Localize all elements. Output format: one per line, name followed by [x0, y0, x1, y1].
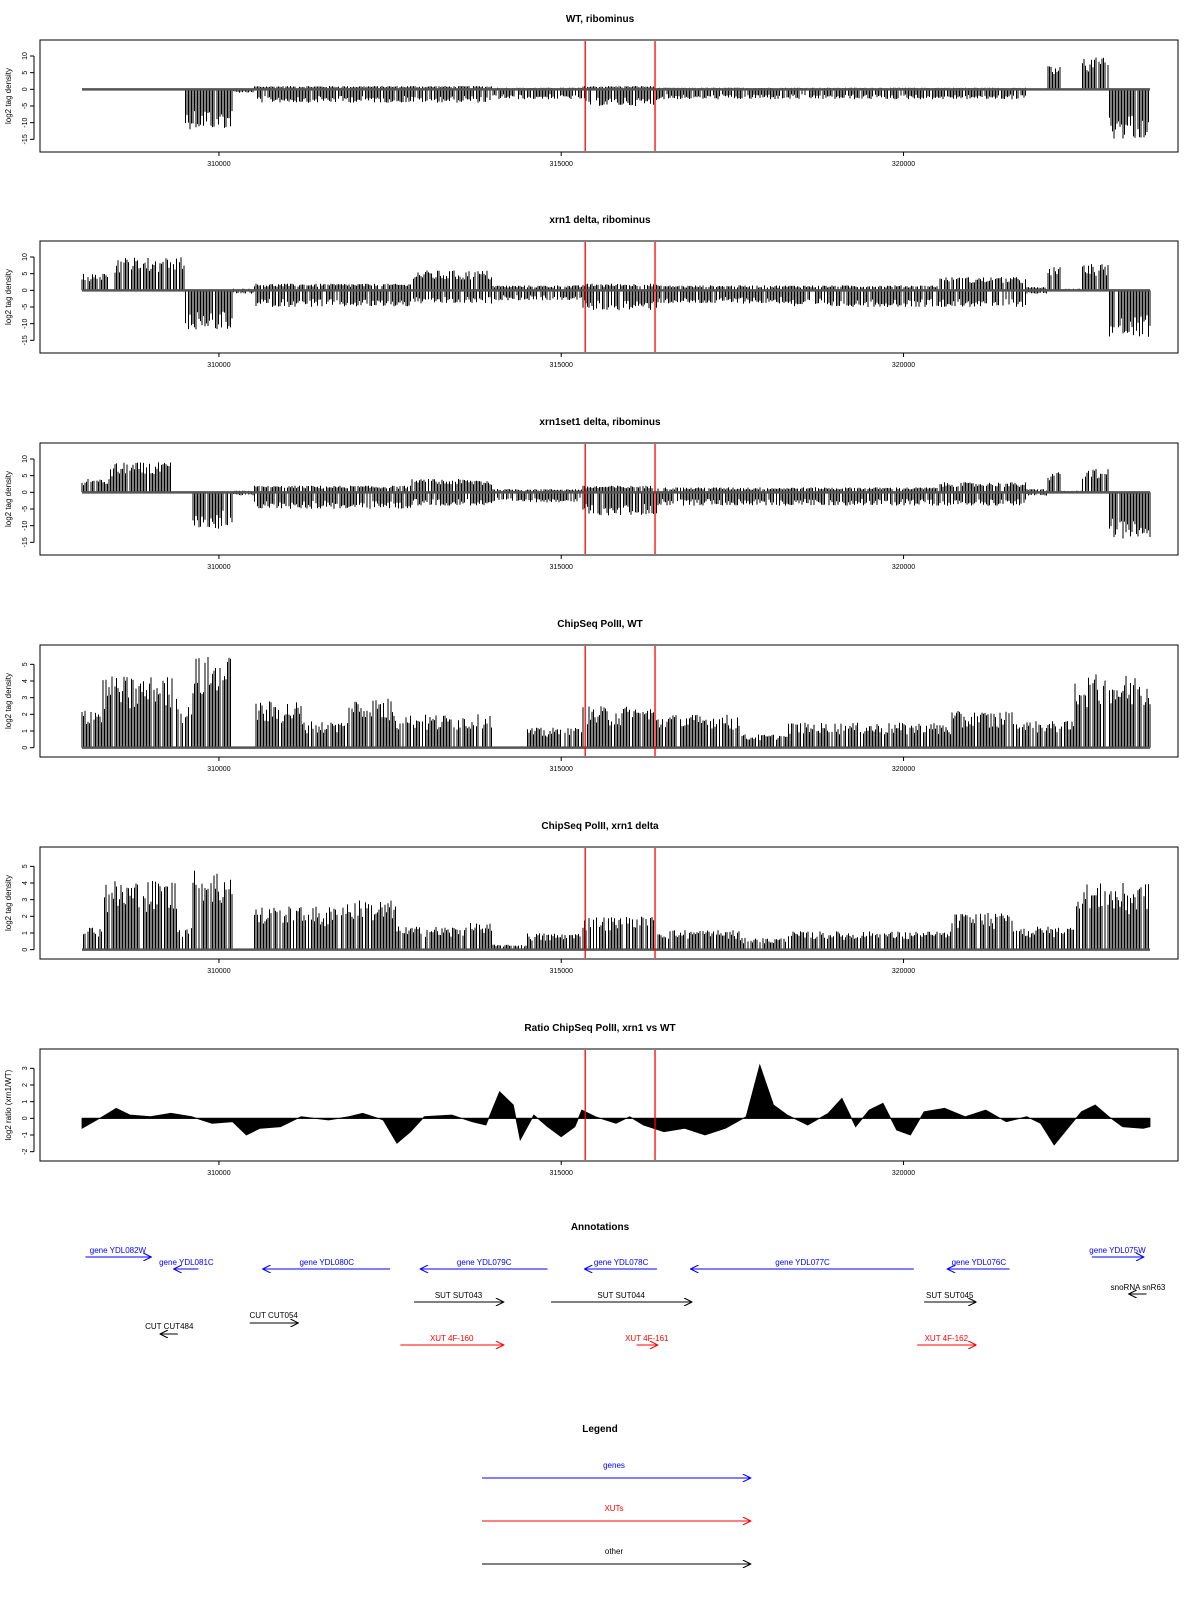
- y-tick-label: 0: [22, 745, 29, 750]
- annotation-xut: [917, 1334, 975, 1345]
- panel-title: WT, ribominus: [565, 14, 635, 25]
- x-tick-label: 310000: [207, 1170, 231, 1177]
- track-panels: [4, 14, 1178, 1177]
- panel-title: ChipSeq PolII, WT: [557, 619, 643, 630]
- y-tick-label: -5: [22, 102, 29, 110]
- y-tick-label: 5: [22, 271, 29, 276]
- annotation-label: XUT 4F-161: [625, 1334, 669, 1343]
- x-tick-label: 315000: [549, 564, 573, 571]
- legend-panel: [482, 1424, 750, 1564]
- annotation-label: SUT SUT043: [434, 1291, 483, 1300]
- ratio-area: [82, 1065, 1150, 1145]
- x-tick-label: 320000: [891, 968, 916, 975]
- y-tick-label: 0: [22, 947, 29, 952]
- y-tick-label: 2: [22, 914, 29, 919]
- panel-2: [4, 417, 1178, 571]
- y-tick-label: 2: [22, 712, 29, 717]
- x-tick-label: 310000: [207, 362, 231, 369]
- annotation-label: gene YDL079C: [456, 1258, 512, 1267]
- series-marks: [82, 871, 1150, 950]
- x-tick-label: 315000: [549, 766, 573, 773]
- panel-5: [4, 1023, 1178, 1177]
- y-tick-label: 0: [22, 490, 29, 495]
- annotation-gene: [585, 1258, 657, 1269]
- y-tick-label: 1: [22, 1099, 29, 1104]
- annotation-label: CUT CUT054: [249, 1311, 298, 1320]
- annotation-label: gene YDL078C: [593, 1258, 649, 1267]
- x-tick-label: 310000: [207, 161, 231, 168]
- y-tick-label: -5: [22, 303, 29, 311]
- annotation-label: gene YDL076C: [951, 1258, 1007, 1267]
- y-tick-label: 4: [22, 679, 29, 683]
- panel-4: [4, 821, 1178, 975]
- x-tick-label: 320000: [891, 564, 916, 571]
- y-tick-label: 0: [22, 288, 29, 293]
- annotation-label: gene YDL080C: [299, 1258, 355, 1267]
- annotation-label: gene YDL075W: [1089, 1246, 1146, 1255]
- y-axis-label: log2 tag density: [4, 672, 13, 730]
- y-tick-label: 10: [22, 52, 29, 60]
- y-axis-label: log2 tag density: [4, 268, 13, 326]
- y-tick-label: 1: [22, 729, 29, 733]
- legend-title: Legend: [582, 1424, 618, 1435]
- panel-title: xrn1 delta, ribominus: [549, 215, 651, 226]
- y-axis-label: log2 tag density: [4, 470, 13, 528]
- annotation-gene: [948, 1258, 1010, 1269]
- y-tick-label: -15: [22, 537, 29, 548]
- density-bars: [84, 871, 1149, 950]
- annotation-gene: [159, 1258, 214, 1269]
- x-tick-label: 315000: [549, 968, 573, 975]
- y-axis-label: log2 tag density: [4, 874, 13, 932]
- x-tick-label: 310000: [207, 968, 231, 975]
- y-tick-label: -10: [22, 318, 29, 329]
- x-tick-label: 320000: [891, 362, 916, 369]
- legend-label: genes: [603, 1461, 625, 1470]
- density-bars: [82, 657, 1150, 748]
- y-tick-label: -1: [22, 1131, 29, 1139]
- y-tick-label: -10: [22, 520, 29, 531]
- series-marks: [82, 657, 1150, 748]
- legend-item-gene: [482, 1461, 750, 1478]
- series-marks: [82, 58, 1150, 139]
- annotation-gene: [691, 1258, 914, 1269]
- panel-3: [4, 619, 1178, 773]
- y-axis-label: log2 ratio (xrn1/WT): [4, 1069, 13, 1141]
- annotations-panel: [85, 1222, 1165, 1345]
- annotation-label: gene YDL081C: [159, 1258, 214, 1267]
- series-marks: [82, 462, 1150, 538]
- y-tick-label: 0: [22, 1116, 29, 1121]
- panel-title: xrn1set1 delta, ribominus: [539, 417, 661, 428]
- y-tick-label: -15: [22, 335, 29, 346]
- y-tick-label: 10: [22, 253, 29, 261]
- y-tick-label: 5: [22, 473, 29, 478]
- panel-frame: [40, 1049, 1178, 1161]
- x-tick-label: 310000: [207, 564, 231, 571]
- x-tick-label: 320000: [891, 766, 916, 773]
- annotation-label: gene YDL082W: [89, 1246, 147, 1255]
- y-tick-label: 1: [22, 931, 29, 935]
- y-axis-label: log2 tag density: [4, 67, 13, 125]
- y-tick-label: 2: [22, 1083, 29, 1087]
- annotation-other: [145, 1322, 194, 1334]
- annotation-label: XUT 4F-162: [924, 1334, 969, 1343]
- density-bars: [186, 58, 1149, 139]
- y-tick-label: -15: [22, 134, 29, 145]
- x-tick-label: 310000: [207, 766, 231, 773]
- x-tick-label: 315000: [549, 161, 573, 168]
- panel-title: ChipSeq PolII, xrn1 delta: [541, 821, 659, 832]
- series-marks: [82, 257, 1150, 336]
- annotation-other: [551, 1291, 691, 1302]
- annotation-other: [924, 1291, 975, 1302]
- annotation-gene: [85, 1246, 150, 1257]
- panel-1: [4, 215, 1178, 369]
- y-tick-label: 5: [22, 70, 29, 75]
- density-bars: [82, 257, 1150, 336]
- y-tick-label: 5: [22, 662, 29, 667]
- series-marks: [82, 1065, 1150, 1145]
- y-tick-label: 0: [22, 87, 29, 92]
- y-tick-label: 5: [22, 864, 29, 869]
- annotation-other: [414, 1291, 503, 1302]
- y-tick-label: 3: [22, 1066, 29, 1071]
- y-tick-label: -10: [22, 117, 29, 128]
- y-tick-label: -2: [22, 1148, 29, 1155]
- annotation-xut: [400, 1334, 503, 1345]
- x-tick-label: 315000: [549, 362, 573, 369]
- annotation-other: [250, 1311, 299, 1323]
- annotation-label: gene YDL077C: [775, 1258, 830, 1267]
- x-tick-label: 320000: [891, 161, 916, 168]
- annotation-other: [1111, 1283, 1166, 1294]
- y-tick-label: -5: [22, 505, 29, 513]
- legend-label: other: [604, 1547, 624, 1556]
- annotation-xut: [625, 1334, 669, 1345]
- annotation-label: XUT 4F-160: [429, 1334, 474, 1343]
- panel-title: Ratio ChipSeq PolII, xrn1 vs WT: [524, 1023, 676, 1034]
- legend-item-xut: [482, 1504, 750, 1521]
- annotation-label: SUT SUT044: [597, 1291, 645, 1300]
- y-tick-label: 4: [22, 881, 29, 885]
- annotation-label: SUT SUT045: [926, 1291, 974, 1300]
- annotation-label: snoRNA snR63: [1110, 1283, 1166, 1292]
- density-bars: [82, 462, 1150, 538]
- x-tick-label: 320000: [891, 1170, 916, 1177]
- y-tick-label: 10: [22, 455, 29, 463]
- annotations-title: Annotations: [570, 1222, 630, 1233]
- legend-item-other: [482, 1547, 750, 1564]
- x-tick-label: 315000: [549, 1170, 573, 1177]
- annotation-label: CUT CUT484: [145, 1322, 194, 1331]
- legend-label: XUTs: [604, 1504, 624, 1513]
- annotation-gene: [1089, 1246, 1146, 1257]
- y-tick-label: 3: [22, 695, 29, 700]
- panel-0: [4, 14, 1178, 168]
- y-tick-label: 3: [22, 897, 29, 902]
- annotation-gene: [263, 1258, 390, 1269]
- annotation-gene: [421, 1258, 548, 1269]
